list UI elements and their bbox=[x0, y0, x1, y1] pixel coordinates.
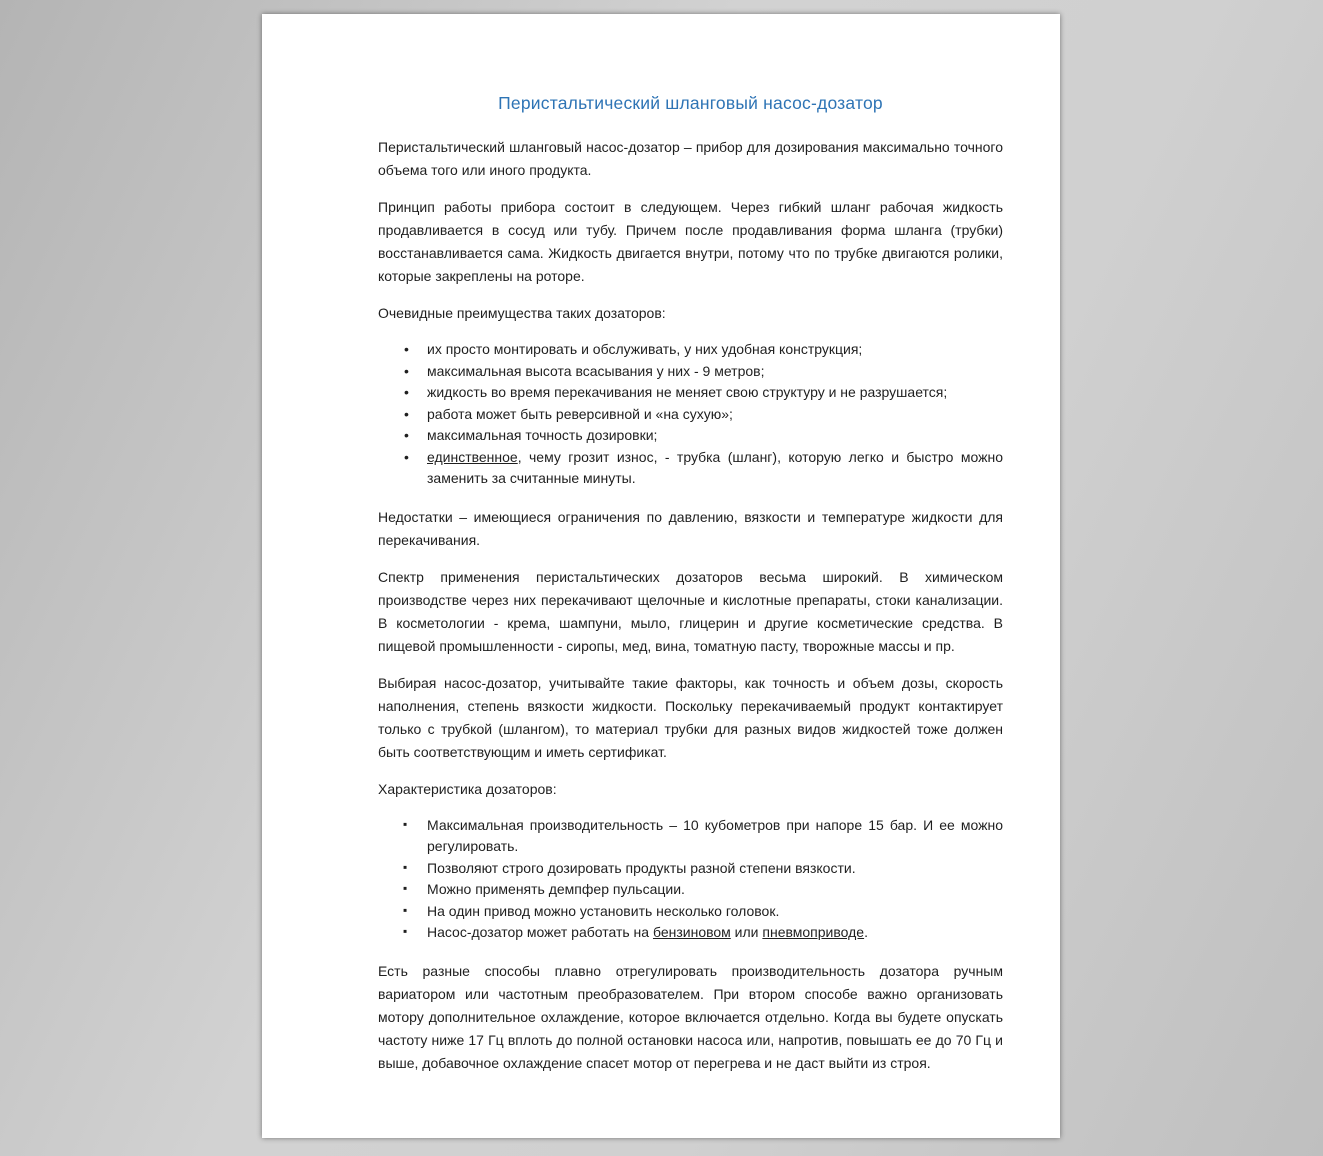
list-item bbox=[427, 404, 1003, 426]
list-item-text: работа может быть реверсивной и «на сухую»; bbox=[427, 405, 733, 422]
list-item-text: Максимальная производительность – 10 кубометров при напоре 15 бар. И ее можно регулировать. bbox=[427, 816, 1003, 854]
list-item-text: Можно применять демпфер пульсации. bbox=[427, 881, 685, 897]
underlined-word: бензиновом bbox=[652, 924, 731, 940]
list-item-text: их просто монтировать и обслуживать, у них удобная конструкция; bbox=[427, 341, 863, 357]
list-item-text: или bbox=[730, 924, 763, 940]
paragraph-choosing: Выбирая насос-дозатор, учитывайте такие факторы, как точность и объем дозы, скорость наполнения, степень вязкости жидкости. Поскольку перекачиваемый продукт контактирует только с трубкой (шлангом), то материал трубки для разных видов жидкостей тоже должен быть соответствующим и иметь сертификат. bbox=[378, 674, 1003, 760]
list-item bbox=[427, 447, 1003, 490]
paragraph-advantages-lead: Очевидные преимущества таких дозаторов: bbox=[378, 305, 666, 321]
list-item-text: , чему грозит износ, - трубка (шланг), которую легко и быстро можно заменить за считанные минуты. bbox=[427, 448, 1003, 486]
list-item bbox=[427, 361, 1003, 383]
paragraph-intro: Перистальтический шланговый насос-дозатор – прибор для дозирования максимально точного объема того или иного продукта. bbox=[378, 139, 1003, 178]
list-item bbox=[427, 922, 1003, 944]
list-item bbox=[427, 382, 1003, 404]
paragraph-characteristics-lead: Характеристика дозаторов: bbox=[378, 780, 557, 797]
list-item-text: максимальная высота всасывания у них - 9 метров; bbox=[427, 362, 765, 379]
list-item-text: Насос-дозатор может работать на bbox=[427, 924, 653, 940]
paragraph-spectrum: Спектр применения перистальтических дозаторов весьма широкий. В химическом производстве через них перекачивают щелочные и кислотные препараты, стоки канализации. В косметологии - крема, шампуни, мыло, глицерин и другие косметические средства. В пищевой промышленности - сиропы, мед, вина, томатную пасту, творожные массы и пр. bbox=[378, 568, 1003, 654]
list-item bbox=[427, 815, 1003, 858]
list-item-text: жидкость во время перекачивания не меняет свою структуру и не разрушается; bbox=[427, 384, 948, 400]
list-item bbox=[427, 858, 1003, 880]
list-item-text: На один привод можно установить несколько головок. bbox=[427, 902, 780, 919]
paragraph-principle: Принцип работы прибора состоит в следующем. Через гибкий шланг рабочая жидкость продавливается в сосуд или тубу. Причем после продавливания форма шланга (трубки) восстанавливается сама. Жидкость двигается внутри, потому что по трубке двигаются ролики, которые закреплены на роторе. bbox=[378, 199, 1003, 284]
document-page bbox=[262, 14, 1060, 1138]
list-item-text: Позволяют строго дозировать продукты разной степени вязкости. bbox=[427, 859, 856, 876]
advantages-list bbox=[378, 339, 1003, 490]
list-item-text: . bbox=[864, 924, 868, 940]
characteristics-list bbox=[378, 815, 1003, 944]
underlined-word: пневмоприводе bbox=[762, 924, 865, 940]
paragraph-drawbacks: Недостатки – имеющиеся ограничения по давлению, вязкости и температуре жидкости для перекачивания. bbox=[378, 508, 1003, 548]
paragraph-outro: Есть разные способы плавно отрегулировать производительность дозатора ручным вариатором или частотным преобразователем. При втором способе важно организовать мотору дополнительное охлаждение, которое включается отдельно. Когда вы будете опускать частоту ниже 17 Гц вплоть до полной остановки насоса или, напротив, повышать ее до 70 Гц и выше, добавочное охлаждение спасет мотор от перегрева и не даст выйти из строя. bbox=[378, 962, 1003, 1071]
list-item-text: максимальная точность дозировки; bbox=[427, 427, 658, 443]
list-item bbox=[427, 901, 1003, 923]
list-item bbox=[427, 425, 1003, 447]
document-title: Перистальтический шланговый насос-дозатор bbox=[498, 93, 883, 113]
list-item bbox=[427, 879, 1003, 901]
underlined-word: единственное bbox=[427, 448, 518, 465]
list-item bbox=[427, 339, 1003, 361]
